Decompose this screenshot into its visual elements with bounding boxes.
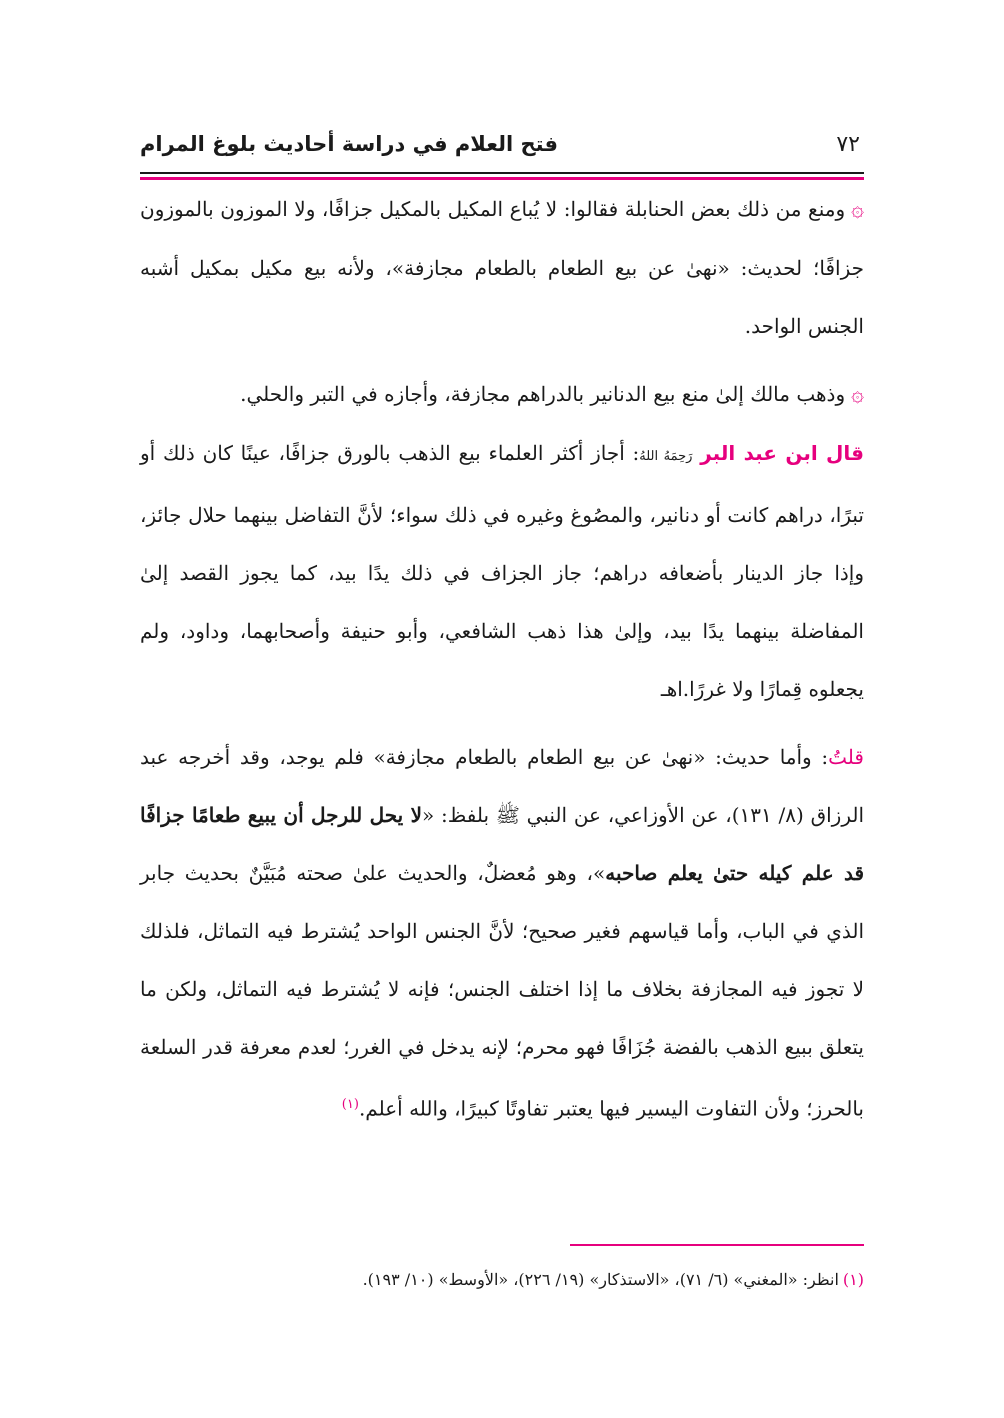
- header-rule: [140, 172, 864, 174]
- page-header: [140, 128, 864, 168]
- book-title: فتح العلام في دراسة أحاديث بلوغ المرام: [140, 132, 558, 156]
- page-number: ٧٢: [836, 132, 860, 157]
- footnote-text: انظر: «المغني» (٦/ ٧١)، «الاستذكار» (١٩/ ٢٢٦)، «الأوسط» (١٠/ ١٩٣).: [362, 1270, 839, 1289]
- flower-ornament-icon: ۞: [851, 197, 864, 222]
- paragraph-text: »، وهو مُعضلٌ، والحديث علىٰ صحته مُبَيَّنٌ بحديث جابر الذي في الباب، وأما قياسهم فغير صحيح؛ لأنَّ الجنس الواحد يُشترط فيه التماثل، فلذلك لا تجوز فيه المجازفة بخلاف ما إذا اختلف الجنس؛ فإنه لا يُشترط فيه التماثل، ولكن ما يتعلق ببيع الذهب بالفضة جُزَافًا فهو محرم؛ لإنه يدخل في الغرر؛ لعدم معرفة قدر السلعة بالحرز؛ ولأن التفاوت اليسير فيها يعتبر تفاوتًا كبيرًا، والله أعلم.: [140, 861, 865, 1121]
- paragraph-text: ومنع من ذلك بعض الحنابلة فقالوا: لا يُباع المكيل بالمكيل جزافًا، ولا الموزون بالموزون جزافًا؛ لحديث: «نهىٰ عن بيع الطعام بالطعام مجازفة»، ولأنه بيع مكيل بمكيل أشبه الجنس الواحد.: [140, 197, 864, 338]
- paragraph-text: : وأما حديث: «نهىٰ عن بيع الطعام بالطعام مجازفة» فلم يوجد، وقد أخرجه عبد الرزاق (٨/ ١٣١)، عن الأوزاعي، عن النبي ﷺ بلفظ: «: [140, 745, 864, 827]
- paragraph-malik: [140, 365, 864, 718]
- paragraph-text: وذهب مالك إلىٰ منع بيع الدنانير بالدراهم مجازفة، وأجازه في التبر والحلي.: [240, 382, 846, 406]
- hadith-text: لا يحل للرجل أن يبيع طعامًا جزافًا قد علم كيله حتىٰ يعلم صاحبه: [140, 803, 865, 885]
- footnote-rule: [570, 1244, 864, 1246]
- quote-text: : أجاز أكثر العلماء بيع الذهب بالورق جزافًا، عينًا كان ذلك أو تبرًا، دراهم كانت أو دنانير، والمصُوغ وغيره في ذلك سواء؛ لأنَّ التفاضل بينهما حلال جائز، وإذا جاز الدينار بأضعافه دراهم؛ جاز الجزاف في ذلك يدًا بيد، كما يجوز القصد إلىٰ المفاضلة بينهما يدًا بيد، وإلىٰ هذا ذهب الشافعي، وأبو حنيفة وأصحابهما، وداود، ولم يجعلوه قِمارًا ولا غررًا.اهـ: [140, 441, 864, 701]
- author-note-lead: قلتُ: [828, 745, 864, 769]
- paragraph-commentary: [140, 728, 864, 1138]
- footnote: [140, 1270, 864, 1289]
- main-text: [140, 180, 864, 1138]
- paragraph-hanbali: [140, 180, 864, 355]
- honorific: رَحِمَهُ اللهُ: [639, 449, 693, 464]
- flower-ornament-icon: ۞: [851, 382, 864, 407]
- footnote-number: (١): [842, 1270, 864, 1289]
- speaker-name: قال ابن عبد البر: [700, 441, 865, 465]
- footnote-reference[interactable]: (١): [341, 1097, 359, 1112]
